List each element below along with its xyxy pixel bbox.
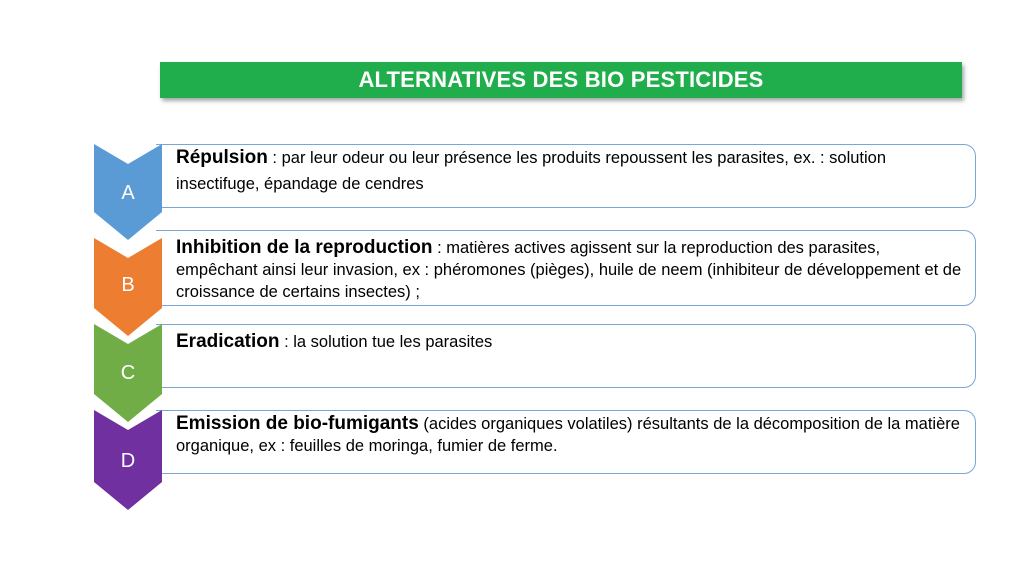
item-letter: A: [121, 182, 135, 204]
item-box: [156, 230, 976, 306]
list-item-a: [94, 144, 978, 240]
item-letter: D: [120, 450, 136, 472]
item-letter: B: [121, 274, 135, 296]
item-description: : la solution tue les parasites: [279, 333, 493, 351]
list-item-d: [94, 410, 978, 510]
item-term: Répulsion: [176, 147, 268, 168]
item-letter: C: [120, 362, 136, 384]
item-description: : par leur odeur ou leur présence les produits repoussent les parasites, ex. : solution insectifuge, épandage de cendres: [176, 149, 887, 193]
item-box: [156, 144, 976, 208]
item-box: [156, 410, 976, 474]
item-term: Inhibition de la reproduction: [176, 237, 433, 258]
slide-title: ALTERNATIVES DES BIO PESTICIDES: [160, 62, 962, 98]
item-term: Emission de bio-fumigants: [176, 413, 419, 434]
item-box: [156, 324, 976, 388]
item-description: : matières actives agissent sur la reproduction des parasites, empêchant ainsi leur invasion, ex : phéromones (pièges), huile de neem (inhibiteur de développement et de croissance de certains insectes) ;: [176, 239, 962, 301]
item-description: (acides organiques volatiles) résultants de la décomposition de la matière organique, ex : feuilles de moringa, fumier de ferme.: [176, 415, 960, 455]
list-item-b: [94, 230, 978, 336]
list-item-c: [94, 324, 978, 422]
item-term: Eradication: [176, 331, 280, 352]
